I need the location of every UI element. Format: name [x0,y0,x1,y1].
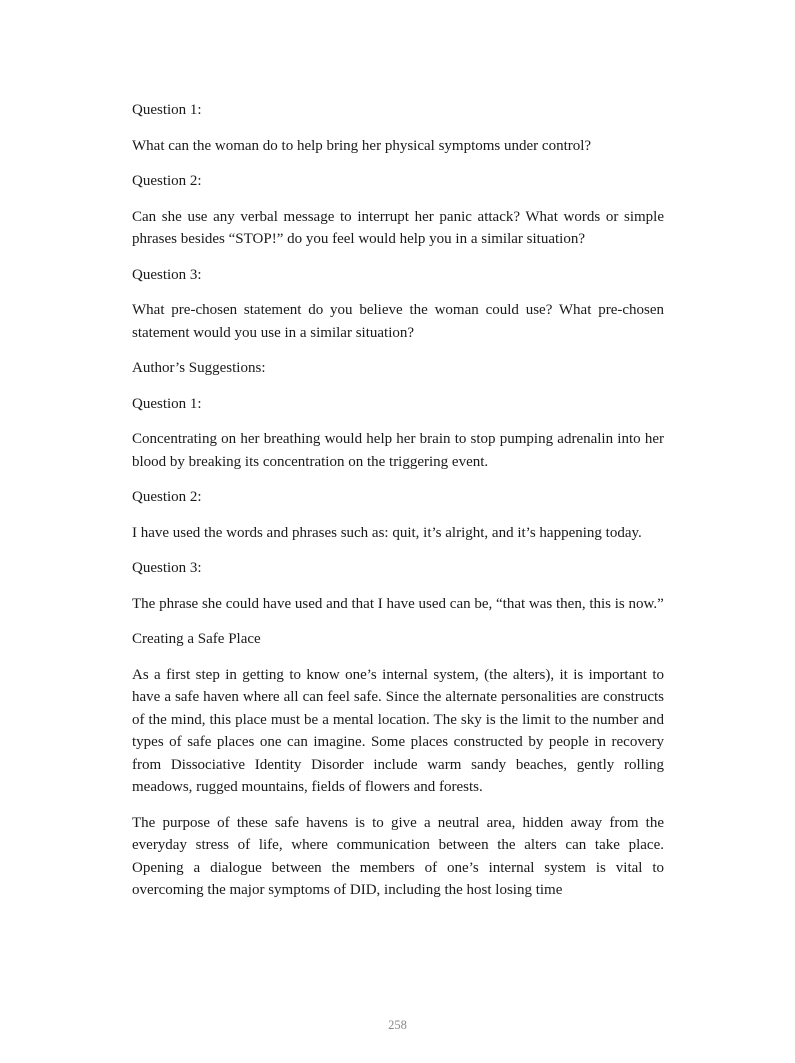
answer-1-text: Concentrating on her breathing would help her brain to stop pumping adrenalin into her blood by breaking its concentration on the triggering event. [132,431,664,470]
question-1-label: Question 1: [132,102,202,118]
page-number: 258 [388,1018,407,1032]
authors-suggestions-heading: Author’s Suggestions: [132,360,266,376]
section-heading-safe-place: Creating a Safe Place [132,631,261,647]
question-2-label: Question 2: [132,173,202,189]
question-3-label: Question 3: [132,266,202,283]
answer-3-text: The phrase she could have used and that I have used can be, “that was then, this is now.” [132,595,664,612]
answer-2-label: Question 2: [132,489,202,505]
question-1-text: What can the woman do to help bring her physical symptoms under control? [132,137,592,154]
answer-2-text: I have used the words and phrases such as: quit, it’s alright, and it’s happening today. [132,524,642,541]
answer-1-label: Question 1: [132,395,202,412]
question-2-text: Can she use any verbal message to interrupt her panic attack? What words or simple phrases besides “STOP!” do you feel would help you in a similar situation? [132,208,664,247]
question-3-text: What pre-chosen statement do you believe the woman could use? What pre-chosen statement would you use in a similar situation? [132,302,664,341]
answer-3-label: Question 3: [132,560,202,576]
page-body [132,99,664,915]
safe-place-paragraph-1: As a first step in getting to know one’s internal system, (the alters), it is important to have a safe haven where all can feel safe. Since the alternate personalities are constructs of the mind, this place must be a mental location. The sky is the limit to the number and types of safe places one can imagine. Some places constructed by people in recovery from Dissociative Identity Disorder include warm sandy beaches, gently rolling meadows, rugged mountains, fields of flowers and forests. [132,666,664,795]
safe-place-paragraph-2: The purpose of these safe havens is to give a neutral area, hidden away from the everyday stress of life, where communication between the alters can take place. Opening a dialogue between the members of one’s internal system is vital to overcoming the major symptoms of DID, including the host losing time [132,814,664,898]
